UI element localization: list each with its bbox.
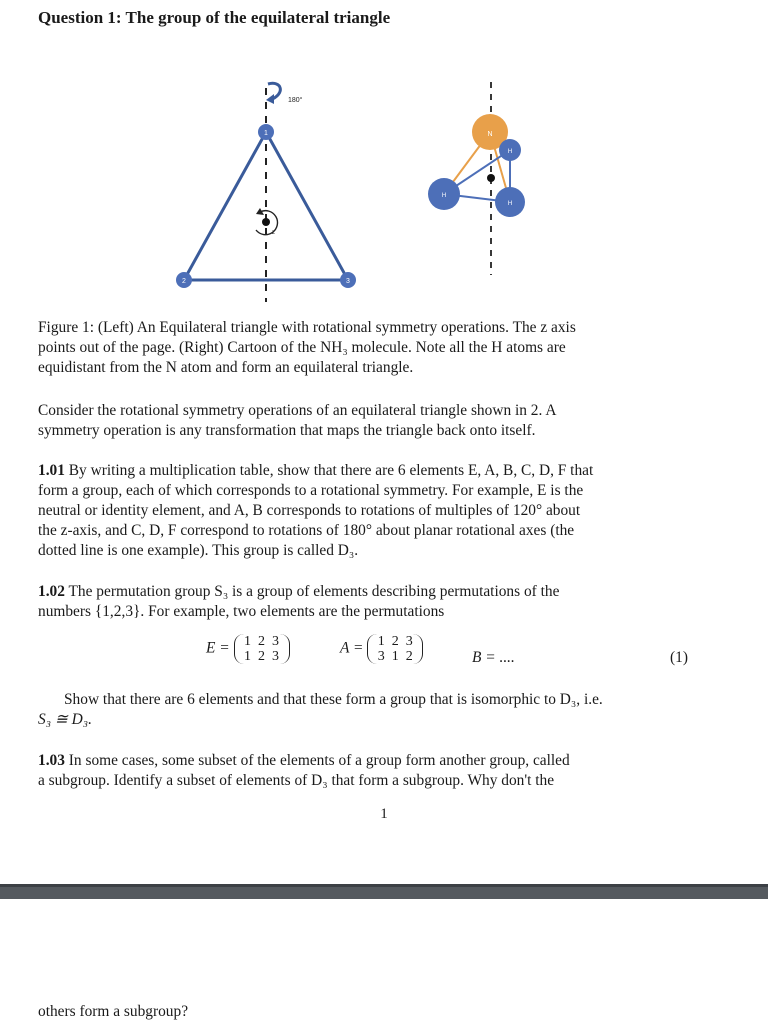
question-line: In some cases, some subset of the elements of a group form another group, called — [68, 752, 570, 769]
question-line: form a group, each of which corresponds to a rotational symmetry. For example, E is the — [38, 482, 584, 499]
intro-line: Consider the rotational symmetry operations of an equilateral triangle shown in 2. A — [38, 402, 557, 419]
atom-label: H — [441, 193, 447, 199]
figure-triangle-and-molecule — [150, 70, 550, 310]
question-1-03-continued: others form a subgroup? — [38, 1003, 189, 1020]
caption-line: Figure 1: (Left) An Equilateral triangle with rotational symmetry operations. The z axis — [38, 319, 576, 336]
page-divider-shadow — [0, 884, 768, 887]
vertex-label: 2 — [182, 278, 186, 285]
question-number: 1.01 — [38, 462, 65, 479]
equation-A — [340, 634, 423, 664]
page-number: 1 — [380, 806, 388, 822]
question-line: Show that there are 6 elements and that these form a group that is isomorphic to D₃, i.e. — [64, 691, 603, 708]
intro-line: symmetry operation is any transformation that maps the triangle back onto itself. — [38, 422, 536, 439]
question-line: the z-axis, and C, D, F correspond to rotations of 180° about planar rotational axes (the — [38, 522, 575, 539]
vertex-label: 1 — [264, 130, 268, 137]
question-number: 1.03 — [38, 752, 65, 769]
question-line: The permutation group S₃ is a group of elements describing permutations of the — [68, 583, 560, 600]
question-line: numbers {1,2,3}. For example, two elements are the permutations — [38, 603, 445, 620]
equation-label: A = — [340, 639, 364, 657]
question-line: a subgroup. Identify a subset of elements of D₃ that form a subgroup. Why don't the — [38, 772, 555, 789]
rotation-label: 180° — [288, 97, 303, 104]
caption-line: equidistant from the N atom and form an equilateral triangle. — [38, 359, 414, 376]
question-number: 1.02 — [38, 583, 65, 600]
question-line: dotted line is one example). This group is called D₃. — [38, 542, 359, 559]
z-axis-dot-icon — [262, 218, 270, 226]
atom-label: H — [507, 201, 513, 207]
question-1-03 — [38, 751, 692, 791]
vertex-label: 3 — [346, 278, 350, 285]
question-line: S₃ ≅ D₃. — [38, 711, 92, 728]
question-1-02-followup — [38, 690, 692, 730]
caption-line: points out of the page. (Right) Cartoon of the NH₃ molecule. Note all the H atoms are — [38, 339, 566, 356]
question-line: neutral or identity element, and A, B corresponds to rotations of multiples of 120° about — [38, 502, 581, 519]
z-axis-label: z — [272, 230, 275, 236]
question-line: By writing a multiplication table, show that there are 6 elements E, A, B, C, D, F that — [68, 462, 594, 479]
equation-number: (1) — [670, 649, 688, 666]
figure-caption — [38, 318, 692, 378]
page-title: Question 1: The group of the equilateral triangle — [38, 8, 391, 27]
intro-paragraph — [38, 401, 692, 441]
matrix-A: 1 2 3 3 1 2 — [367, 634, 423, 664]
equation-B: B = .... — [472, 649, 515, 666]
atom-label: N — [487, 131, 493, 138]
center-of-mass-dot-icon — [487, 174, 495, 182]
arrowhead-icon — [266, 94, 274, 104]
equation-E — [206, 634, 290, 664]
atom-label: H — [507, 149, 513, 155]
question-1-02 — [38, 582, 692, 622]
question-1-01 — [38, 461, 692, 561]
matrix-E: 1 2 3 1 2 3 — [234, 634, 290, 664]
equation-label: E = — [206, 639, 230, 657]
